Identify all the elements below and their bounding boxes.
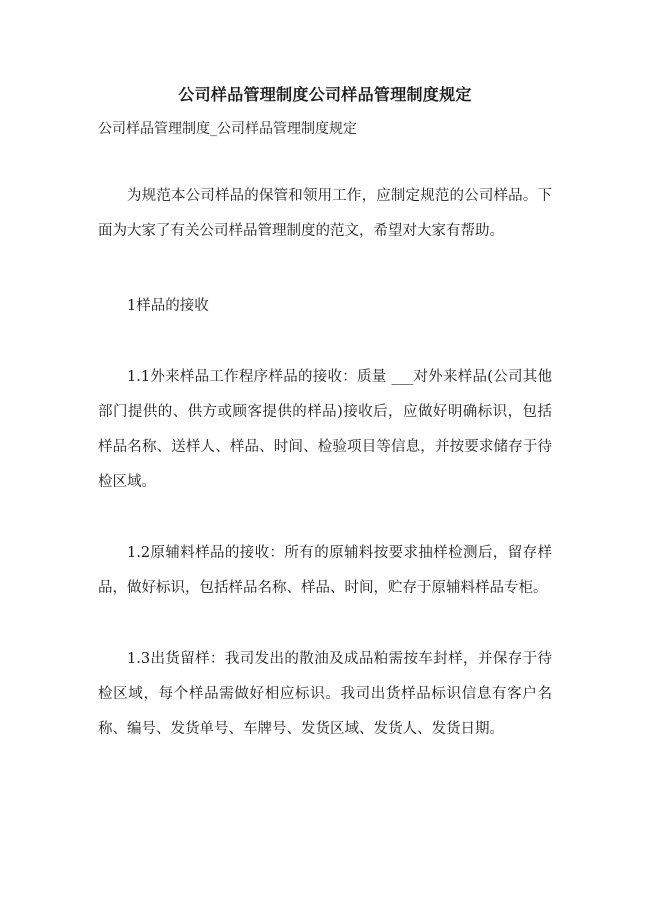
paragraph-1-2: 1.2原辅料样品的接收：所有的原辅料按要求抽样检测后，留存样品，做好标识，包括样品名称、样品、时间，贮存于原辅料样品专柜。 (98, 545, 552, 596)
section-heading-1: 1样品的接收 (127, 298, 209, 314)
paragraph-1-1: 1.1外来样品工作程序样品的接收：质量 ___对外来样品(公司其他部门提供的、供方或顾客提供的样品)接收后，应做好明确标识，包括样品名称、送样人、样品、时间、检验项目等信息，并按要求储存于待检区域。 (98, 369, 552, 490)
paragraph-1-3: 1.3出货留样：我司发出的散油及成品粕需按车封样，并保存于待检区域，每个样品需做好相应标识。我司出货样品标识信息有客户名称、编号、发货单号、车牌号、发货区域、发货人、发货日期。 (98, 651, 552, 737)
document-title: 公司样品管理制度公司样品管理制度规定 (178, 85, 472, 104)
document-subtitle: 公司样品管理制度_公司样品管理制度规定 (98, 121, 357, 137)
intro-paragraph: 为规范本公司样品的保管和领用工作，应制定规范的公司样品。下面为大家了有关公司样品管理制度的范文，希望对大家有帮助。 (98, 188, 552, 239)
